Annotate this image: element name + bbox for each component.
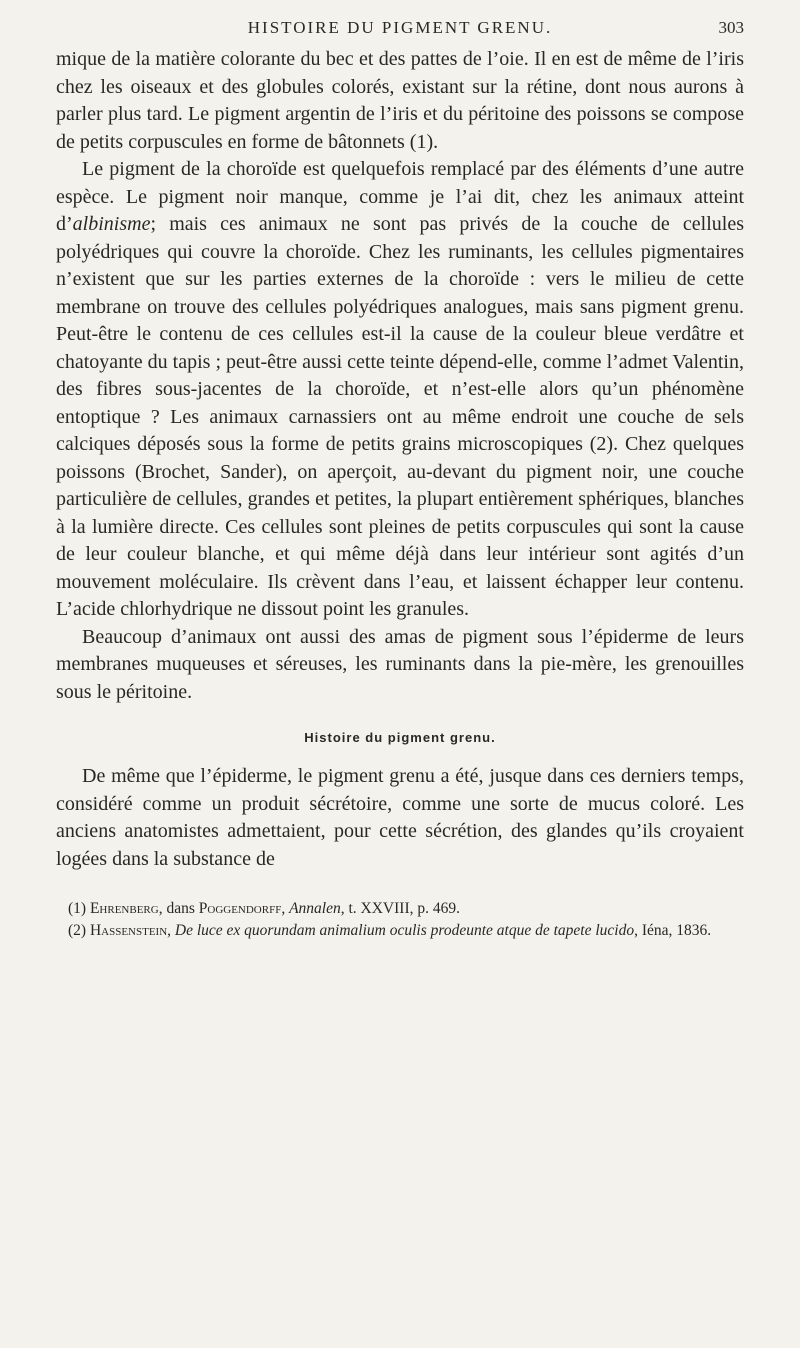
paragraph-choroid [56, 156, 744, 624]
paragraph-choroid-rest: ; mais ces animaux ne sont pas privés de la couche de cellules polyédriques qui couvre la choroïde. Chez les ruminants, les cellules pigmentaires n’existent que sur les parties externes de la choroïde : vers le milieu de cette membrane on trouve des cellules polyédriques analogues, mais sans pigment grenu. Peut-être le contenu de ces cellules est-il la cause de la couleur bleue verdâtre et chatoyante du tapis ; peut-être aussi cette teinte dépend-elle, comme l’admet Valentin, des fibres sous-jacentes de la choroïde, et n’est-elle alors qu’un phénomène entoptique ? Les animaux carnassiers ont au même endroit une couche de sels calciques déposés sous la forme de petits grains microscopiques (2). Chez quelques poissons (Brochet, Sander), on aperçoit, au-devant du pigment noir, une couche particulière de cellules, grandes et petites, la plupart entièrement sphériques, blanches à la lumière directe. Ces cellules sont pleines de petits corpuscules qui sont la cause de leur couleur blanche, et qui même déjà dans leur intérieur sont agités d’un mouvement moléculaire. Ils crèvent dans l’eau, et laissent échapper leur contenu. L’acide chlorhydrique ne dissout point les granules. [56, 213, 744, 620]
main-text [56, 46, 744, 706]
footnote-2-separator: , [167, 922, 175, 939]
footnote-1-reference: , t. XXVIII, p. 469. [340, 900, 460, 917]
term-albinisme: albinisme [72, 213, 151, 235]
footnote-1 [56, 899, 744, 919]
section-paragraph: De même que l’épiderme, le pigment grenu a été, jusque dans ces derniers temps, considéré comme un produit sécrétoire, comme une sorte de mucus coloré. Les anciens anatomistes admettaient, pour cette sécrétion, des glandes qu’ils croyaient logées dans la substance de [56, 765, 744, 870]
footnote-2-mark: (2) [68, 922, 87, 939]
running-header [56, 18, 744, 46]
running-title: HISTOIRE DU PIGMENT GRENU. [247, 18, 553, 37]
footnote-1-mark: (1) [68, 900, 87, 917]
footnote-2-title: De luce ex quorundam animalium oculis prodeunte atque de tapete lucido [174, 922, 635, 939]
paragraph-continued: mique de la matière colorante du bec et des pattes de l’oie. Il en est de même de l’iris chez les oiseaux et des globules colorés, existant sur la rétine, dont nous aurons à parler plus tard. Le pigment argentin de l’iris et du péritoine des poissons se compose de petits corpuscules en forme de bâtonnets (1). [56, 48, 744, 153]
footnote-1-author: Ehrenberg [89, 900, 159, 917]
paragraph-choroid-start: Le pigment de la choroïde est quelquefois remplacé par des éléments d’une autre espèce. Le pigment noir manque, comme je l’ai dit, chez les animaux atteint d’ [56, 158, 744, 235]
footnote-1-journal: Annalen [289, 900, 341, 917]
footnote-1-text: , dans [158, 900, 199, 917]
paragraph-mucous-membranes: Beaucoup d’animaux ont aussi des amas de pigment sous l’épiderme de leurs membranes muqueuses et séreuses, les ruminants dans la pie-mère, les grenouilles sous le péritoine. [56, 625, 744, 703]
footnote-1-separator: , [281, 900, 290, 917]
footnote-2 [56, 921, 744, 941]
footnote-1-editor: Poggendorff [198, 900, 282, 917]
section-heading: Histoire du pigment grenu. [304, 730, 496, 745]
footnote-2-reference: , Iéna, 1836. [634, 922, 712, 939]
footnote-2-author: Hassenstein [89, 922, 168, 939]
section-text [56, 763, 744, 873]
footnotes [56, 899, 744, 941]
page-number: 303 [718, 18, 744, 37]
